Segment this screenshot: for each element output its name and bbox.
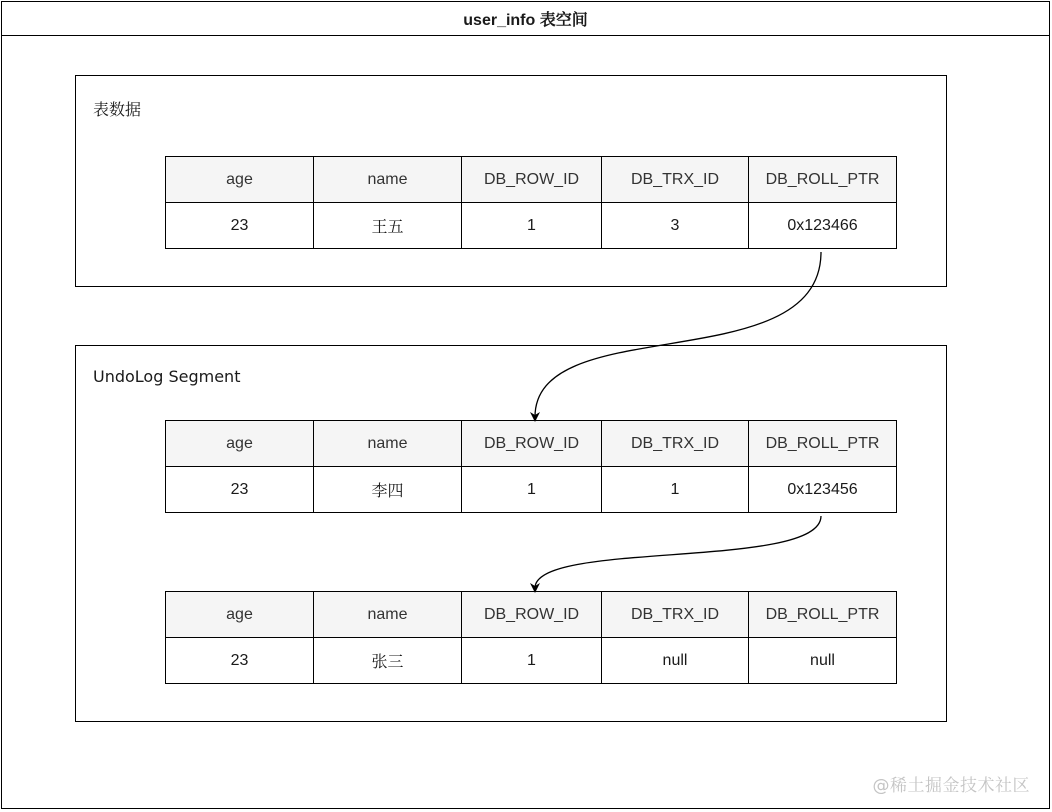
col-age-header: age [166, 592, 314, 638]
cell-db-trx-id: 3 [602, 203, 749, 249]
col-name-header: name [314, 421, 462, 467]
col-db-row-id-header: DB_ROW_ID [462, 157, 602, 203]
table-row [166, 467, 897, 513]
table-data-label: 表数据 [93, 100, 142, 119]
cell-db-row-id: 1 [462, 203, 602, 249]
cell-age: 23 [166, 638, 314, 684]
cell-age: 23 [166, 203, 314, 249]
col-db-trx-id-header: DB_TRX_ID [602, 592, 749, 638]
cell-name: 李四 [314, 467, 462, 513]
table-row [166, 203, 897, 249]
undo-record-2-table [165, 591, 897, 684]
current-row-table [165, 156, 897, 249]
col-age-header: age [166, 421, 314, 467]
cell-db-roll-ptr: 0x123456 [749, 467, 897, 513]
cell-db-trx-id: null [602, 638, 749, 684]
table-header-row [166, 157, 897, 203]
col-db-roll-ptr-header: DB_ROLL_PTR [749, 592, 897, 638]
col-age-header: age [166, 157, 314, 203]
col-db-row-id-header: DB_ROW_ID [462, 421, 602, 467]
cell-name: 王五 [314, 203, 462, 249]
cell-db-row-id: 1 [462, 467, 602, 513]
col-db-trx-id-header: DB_TRX_ID [602, 421, 749, 467]
col-db-roll-ptr-header: DB_ROLL_PTR [749, 421, 897, 467]
col-name-header: name [314, 592, 462, 638]
cell-db-trx-id: 1 [602, 467, 749, 513]
table-row [166, 638, 897, 684]
watermark: @稀土掘金技术社区 [872, 776, 1030, 796]
undolog-segment-label: UndoLog Segment [93, 367, 241, 386]
cell-db-roll-ptr: null [749, 638, 897, 684]
cell-age: 23 [166, 467, 314, 513]
col-db-row-id-header: DB_ROW_ID [462, 592, 602, 638]
cell-name: 张三 [314, 638, 462, 684]
table-header-row [166, 421, 897, 467]
tablespace-title: user_info 表空间 [2, 2, 1049, 36]
col-db-trx-id-header: DB_TRX_ID [602, 157, 749, 203]
table-header-row [166, 592, 897, 638]
cell-db-row-id: 1 [462, 638, 602, 684]
cell-db-roll-ptr: 0x123466 [749, 203, 897, 249]
col-db-roll-ptr-header: DB_ROLL_PTR [749, 157, 897, 203]
undo-record-1-table [165, 420, 897, 513]
col-name-header: name [314, 157, 462, 203]
